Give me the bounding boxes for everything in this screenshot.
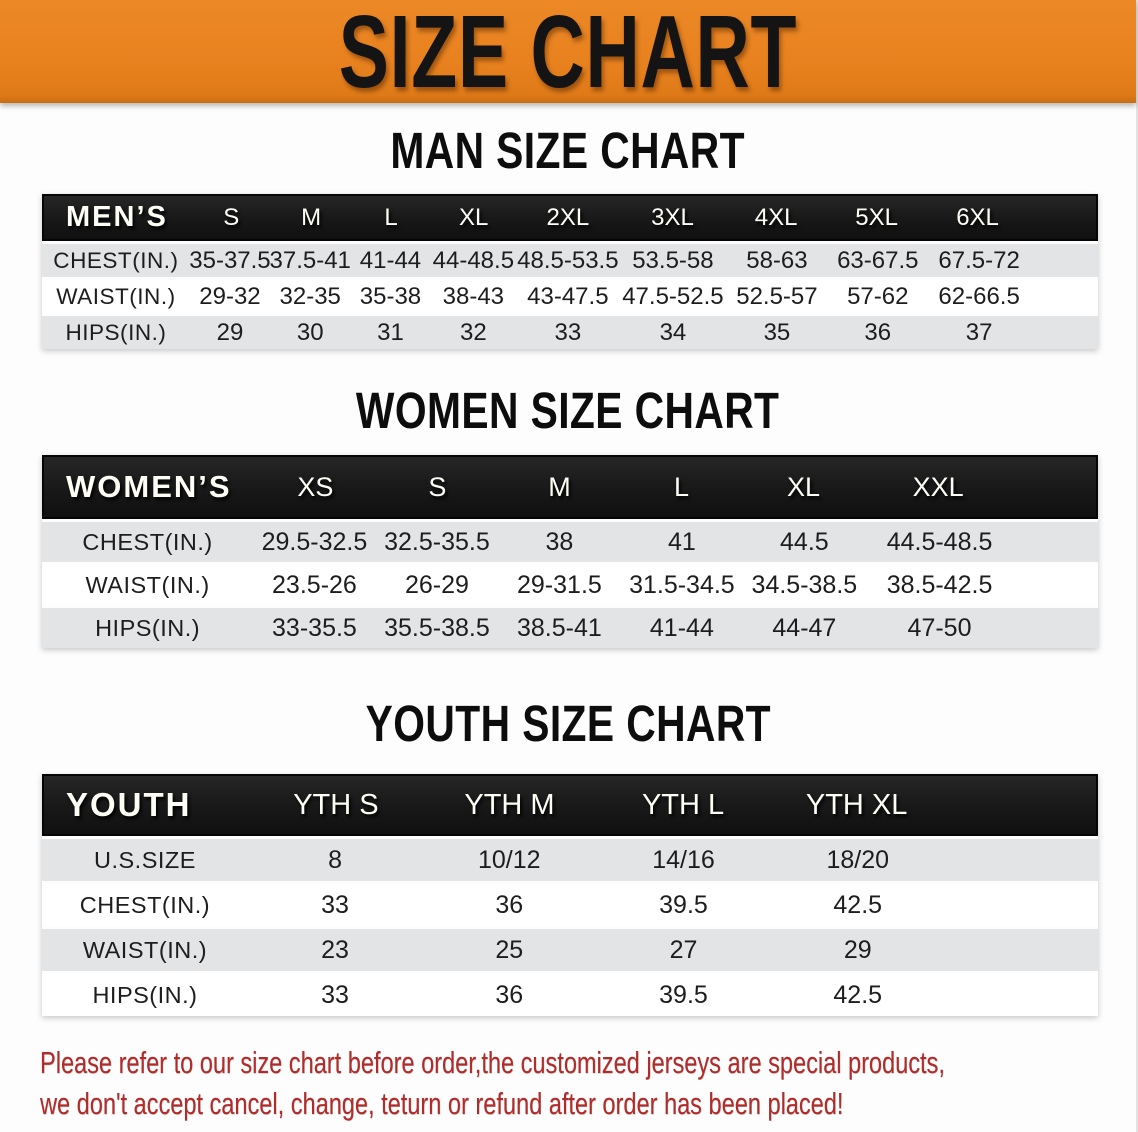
measurement-row-label: CHEST(IN.) [79,891,211,918]
measurement-value-cell: 39.5 [659,980,708,1009]
measurement-row-label: CHEST(IN.) [53,247,179,273]
measurement-value-cell: 30 [296,318,324,346]
measurement-value-cell: 48.5-53.5 [517,246,619,274]
measurement-value-cell: 38.5-42.5 [886,570,993,599]
header-spacer [1029,196,1096,239]
men-size-column-header: XL [459,203,489,231]
measurement-value-cell: 44-47 [772,613,837,642]
men-row-hips-in [42,313,1098,349]
measurement-value-cell: 33 [554,318,582,346]
measurement-value-cell: 39.5 [659,890,708,919]
measurement-value-cell: 32.5-35.5 [384,527,490,556]
measurement-value-cell: 41-44 [649,613,714,642]
measurement-value-cell: 63-67.5 [837,246,919,274]
row-spacer [1013,565,1097,605]
youth-row-hips-in [42,971,1098,1016]
women-size-table [42,455,1098,648]
header-spacer [1012,457,1096,517]
measurement-value-cell: 42.5 [833,890,883,919]
measurement-value-cell: 36 [495,980,524,1009]
measurement-value-cell: 14/16 [652,845,715,874]
women-group-label: WOMEN’S [66,469,232,504]
measurement-value-cell: 38 [545,527,574,556]
measurement-row-label: WAIST(IN.) [56,283,176,309]
measurement-value-cell: 33-35.5 [272,613,357,642]
row-spacer [1030,244,1098,277]
men-size-column-header: 3XL [651,203,694,231]
row-spacer [1013,522,1097,562]
measurement-value-cell: 29 [843,935,872,964]
measurement-value-cell: 42.5 [833,980,883,1009]
measurement-row-label: U.S.SIZE [93,846,196,873]
measurement-value-cell: 32 [459,318,487,346]
women-row-chest-in [42,519,1098,562]
youth-section-title [0,695,1136,752]
youth-size-table [42,774,1098,1016]
measurement-value-cell: 8 [328,845,342,874]
measurement-value-cell: 67.5-72 [938,246,1020,274]
youth-row-waist-in [42,926,1098,971]
measurement-value-cell: 35-37.5 [189,246,271,274]
size-sections [0,122,1136,1016]
measurement-value-cell: 35.5-38.5 [384,613,490,642]
measurement-row-label: HIPS(IN.) [65,319,167,345]
measurement-value-cell: 41-44 [359,246,422,274]
measurement-value-cell: 25 [495,935,524,964]
youth-section-title-text: YOUTH SIZE CHART [365,695,771,752]
men-group-label: MEN’S [66,201,168,233]
measurement-value-cell: 53.5-58 [632,246,714,274]
measurement-value-cell: 58-63 [746,246,808,274]
youth-size-column-header: YTH S [293,788,379,821]
measurement-value-cell: 35-38 [359,282,422,310]
measurement-value-cell: 23.5-26 [272,570,357,599]
women-section-title [0,382,1136,439]
measurement-row-label: CHEST(IN.) [82,528,213,555]
women-row-waist-in [42,562,1098,605]
footer-line-1: Please refer to our size chart before order,the customized jerseys are special products, [40,1045,945,1080]
women-size-section [0,382,1136,648]
row-spacer [945,929,1098,971]
measurement-row-label: HIPS(IN.) [92,981,198,1008]
measurement-value-cell: 43-47.5 [527,282,609,310]
page-title: SIZE CHART [338,0,798,109]
youth-size-section [0,695,1136,1016]
measurement-value-cell: 34.5-38.5 [751,570,858,599]
footer-line-2: we don't accept cancel, change, teturn or refund after order has been placed! [40,1086,844,1121]
measurement-value-cell: 18/20 [826,845,889,874]
measurement-value-cell: 29-32 [199,282,261,310]
men-section-title [0,122,1136,179]
measurement-value-cell: 38-43 [442,282,505,310]
measurement-row-label: HIPS(IN.) [95,614,201,641]
measurement-value-cell: 47-50 [907,613,972,642]
measurement-value-cell: 52.5-57 [736,282,818,310]
men-size-table [42,194,1098,349]
footer-note [40,1042,1136,1124]
row-spacer [945,839,1098,881]
women-section-title-text: WOMEN SIZE CHART [356,382,780,439]
measurement-value-cell: 31 [377,318,404,346]
measurement-value-cell: 27 [669,935,698,964]
measurement-value-cell: 44-48.5 [432,246,515,274]
measurement-row-label: WAIST(IN.) [82,936,208,963]
youth-group-label: YOUTH [66,786,192,823]
banner [0,0,1136,109]
men-size-column-header: 5XL [855,203,898,231]
measurement-value-cell: 38.5-41 [517,613,602,642]
measurement-value-cell: 34 [659,318,687,346]
measurement-value-cell: 32-35 [279,282,341,310]
content [0,122,1136,1124]
women-size-column-header: L [673,471,690,502]
men-row-chest-in [42,241,1098,277]
women-size-column-header: M [548,471,571,502]
measurement-value-cell: 36 [864,318,892,346]
measurement-value-cell: 23 [321,935,349,964]
men-size-column-header: M [301,203,322,231]
measurement-value-cell: 33 [321,890,349,919]
women-table-header-row [42,455,1098,519]
measurement-row-label: WAIST(IN.) [85,571,210,598]
measurement-value-cell: 37 [965,318,993,346]
measurement-value-cell: 36 [495,890,524,919]
women-size-column-header: S [428,471,447,502]
women-size-column-header: XL [787,471,821,502]
women-size-column-header: XXL [912,471,964,502]
measurement-value-cell: 29 [216,318,244,346]
row-spacer [1013,608,1097,648]
row-spacer [945,974,1098,1016]
men-size-column-header: 6XL [956,203,999,231]
women-size-column-header: XS [297,471,334,502]
measurement-value-cell: 33 [321,980,349,1009]
men-table-header-row [42,194,1098,241]
men-size-column-header: 2XL [546,203,590,231]
youth-size-column-header: YTH M [464,788,555,821]
measurement-value-cell: 26-29 [404,570,469,599]
header-spacer [943,776,1096,834]
men-size-column-header: 4XL [754,203,798,231]
youth-size-column-header: YTH XL [805,788,908,821]
row-spacer [1030,280,1098,313]
youth-row-u-s-size [42,836,1098,881]
men-row-waist-in [42,277,1098,313]
measurement-value-cell: 37.5-41 [269,246,351,274]
men-size-column-header: S [223,203,240,231]
measurement-value-cell: 41 [667,527,696,556]
men-size-section [0,122,1136,349]
row-spacer [945,884,1098,926]
measurement-value-cell: 29.5-32.5 [261,527,368,556]
row-spacer [1030,316,1098,349]
men-size-column-header: L [384,203,398,231]
men-section-title-text: MAN SIZE CHART [390,122,746,179]
measurement-value-cell: 57-62 [847,282,909,310]
measurement-value-cell: 29-31.5 [517,570,602,599]
measurement-value-cell: 62-66.5 [938,282,1020,310]
measurement-value-cell: 47.5-52.5 [622,282,724,310]
measurement-value-cell: 44.5-48.5 [886,527,993,556]
youth-table-header-row [42,774,1098,836]
youth-size-column-header: YTH L [641,788,725,821]
youth-row-chest-in [42,881,1098,926]
measurement-value-cell: 31.5-34.5 [629,570,735,599]
measurement-value-cell: 44.5 [780,527,829,556]
measurement-value-cell: 10/12 [477,845,541,874]
measurement-value-cell: 35 [763,318,791,346]
women-row-hips-in [42,605,1098,648]
